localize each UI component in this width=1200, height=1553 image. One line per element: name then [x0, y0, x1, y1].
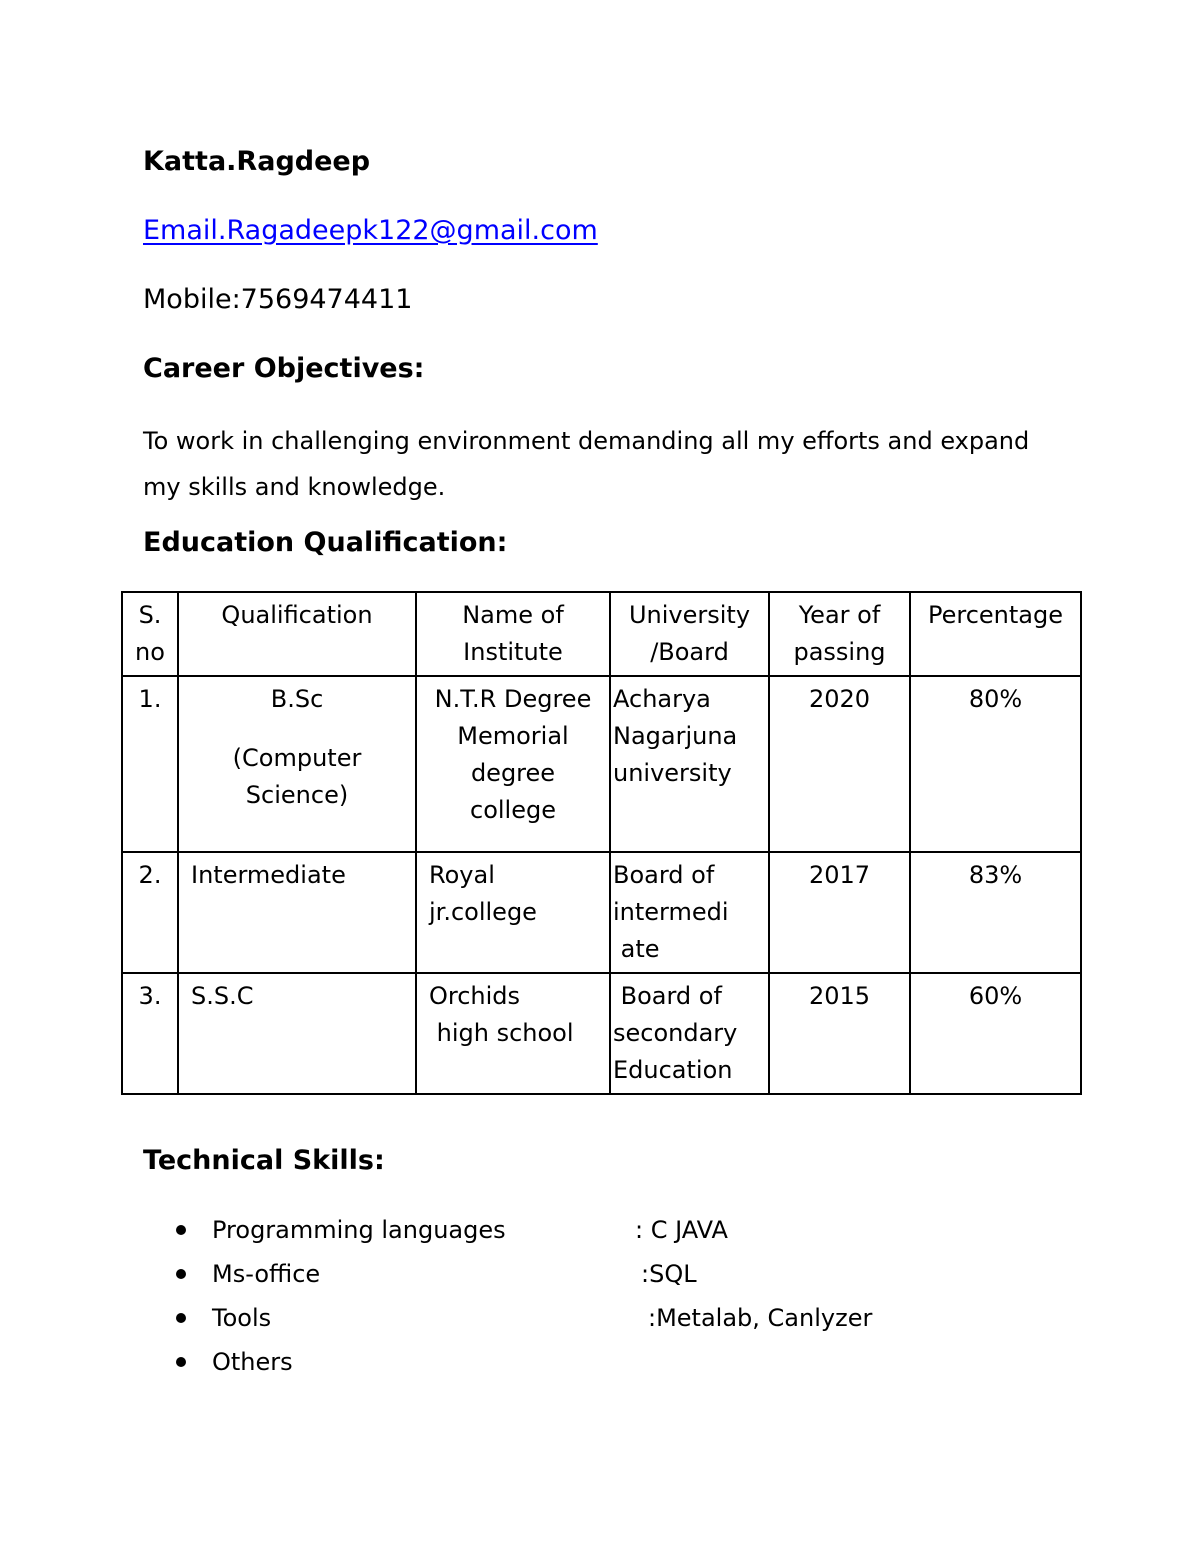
header-institute: Name of Institute	[416, 592, 610, 676]
cell-year: 2017	[769, 852, 910, 973]
education-heading: Education Qualification:	[143, 527, 508, 558]
skill-label: Ms-office	[212, 1260, 321, 1288]
bullet-icon	[176, 1225, 186, 1235]
skill-value: :Metalab, Canlyzer	[648, 1304, 873, 1332]
table-header-row	[122, 592, 1081, 676]
table-row	[122, 973, 1081, 1094]
bullet-icon	[176, 1313, 186, 1323]
education-table	[121, 591, 1082, 1095]
career-objectives-heading: Career Objectives:	[143, 353, 425, 384]
cell-sno: 2.	[122, 852, 178, 973]
cell-percentage: 80%	[910, 676, 1081, 852]
cell-percentage: 60%	[910, 973, 1081, 1094]
cell-board: Board of secondary Education	[610, 973, 769, 1094]
cell-sno: 1.	[122, 676, 178, 852]
cell-institute: N.T.R Degree Memorial degree college	[416, 676, 610, 852]
cell-qualification: Intermediate	[178, 852, 416, 973]
header-qualification: Qualification	[178, 592, 416, 676]
cell-board: Acharya Nagarjuna university	[610, 676, 769, 852]
header-university-board: University /Board	[610, 592, 769, 676]
skill-label: Programming languages	[212, 1216, 506, 1244]
bullet-icon	[176, 1269, 186, 1279]
skill-value: : C JAVA	[635, 1216, 728, 1244]
technical-skills-heading: Technical Skills:	[143, 1145, 385, 1176]
header-year: Year of passing	[769, 592, 910, 676]
cell-percentage: 83%	[910, 852, 1081, 973]
cell-year: 2015	[769, 973, 910, 1094]
email-link[interactable]: Email.Ragadeepk122@gmail.com	[143, 215, 598, 246]
skill-label: Tools	[212, 1304, 272, 1332]
cell-sno: 3.	[122, 973, 178, 1094]
cell-year: 2020	[769, 676, 910, 852]
career-objective-text: To work in challenging environment demanding all my efforts and expand my skills and knowledge.	[143, 427, 1030, 501]
table-row	[122, 676, 1081, 852]
bullet-icon	[176, 1357, 186, 1367]
cell-qualification: S.S.C	[178, 973, 416, 1094]
cell-institute: Royal jr.college	[416, 852, 610, 973]
cell-institute: Orchids high school	[416, 973, 610, 1094]
cell-qualification: B.Sc (Computer Science)	[178, 676, 416, 852]
table-row	[122, 852, 1081, 973]
mobile-number: Mobile:7569474411	[143, 284, 413, 315]
header-percentage: Percentage	[910, 592, 1081, 676]
cell-board: Board of intermedi ate	[610, 852, 769, 973]
header-sno: S. no	[122, 592, 178, 676]
skill-label: Others	[212, 1348, 293, 1376]
skill-value: :SQL	[641, 1260, 697, 1288]
candidate-name: Katta.Ragdeep	[143, 146, 371, 177]
